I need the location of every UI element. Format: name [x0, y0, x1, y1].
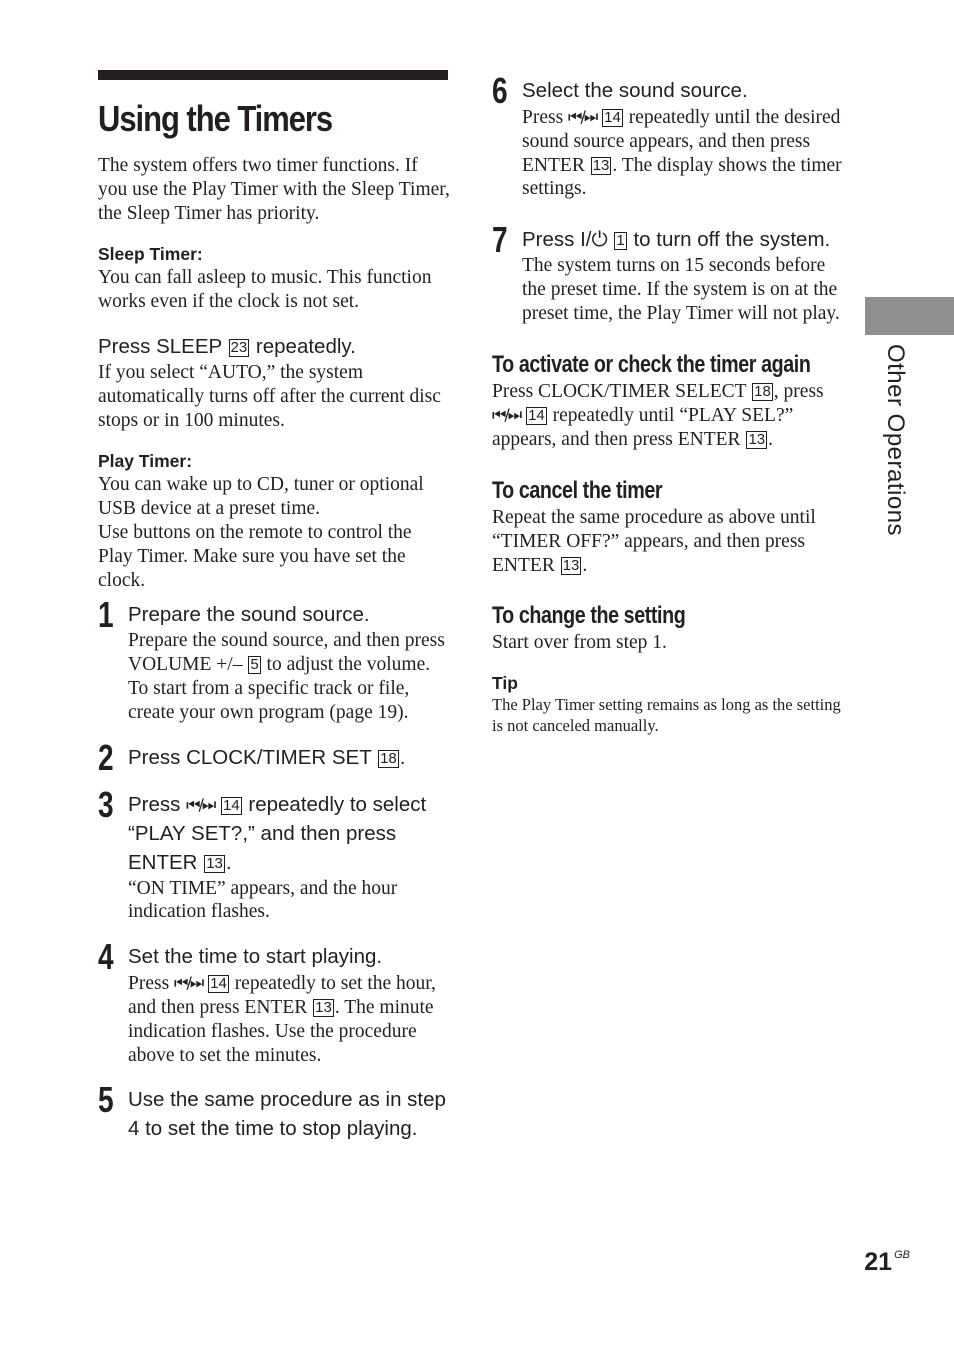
volume-key: 5 — [250, 656, 259, 674]
play-timer-heading: Play Timer: — [98, 451, 193, 472]
prev-next-icon: ⏮/⏭ — [186, 794, 215, 814]
section-label: Other Operations — [882, 343, 909, 537]
left-column — [98, 70, 450, 1143]
sleep-instr-post: repeatedly. — [255, 334, 356, 358]
step-4-instruction: Set the time to start playing. — [128, 945, 383, 969]
change-text: Start over from step 1. — [492, 632, 667, 654]
prev-next-key: 14 — [223, 796, 240, 814]
power-key: 1 — [616, 232, 625, 250]
right-column — [492, 70, 844, 736]
activate-heading: To activate or check the timer again — [492, 350, 811, 378]
step-5-instruction: Use the same procedure as in step 4 to set the time to stop playing. — [128, 1088, 446, 1141]
sleep-instr-pre: Press SLEEP — [98, 334, 222, 358]
page-suffix: GB — [894, 1249, 910, 1261]
step-4-post: The minute indication flashes. Use the procedure above to set the minutes. — [128, 996, 434, 1066]
step-7 — [492, 219, 844, 325]
step-2 — [98, 736, 450, 778]
power-icon: I/⏻ — [580, 228, 608, 252]
sleep-timer-text: You can fall asleep to music. This function works even if the clock is not set. — [98, 267, 432, 313]
cancel-pre: Repeat the same procedure as above until “TIMER OFF?” appears, and then press ENTER — [492, 506, 816, 576]
step-2-number: 2 — [98, 736, 114, 778]
page-number-value: 21 — [864, 1248, 893, 1276]
step-5-number: 5 — [98, 1079, 114, 1121]
page-title: Using the Timers — [98, 98, 333, 139]
step-3-instruction: Press ⏮/⏭ 14 repeatedly to select “PLAY SET?,” and then press ENTER 13 . — [128, 792, 427, 874]
step-6-instruction: Select the sound source. — [522, 79, 748, 102]
step-5 — [98, 1079, 450, 1143]
step-6 — [492, 70, 844, 201]
prev-next-key: 14 — [604, 109, 621, 126]
sleep-timer-heading: Sleep Timer: — [98, 244, 203, 265]
step-3-number: 3 — [98, 783, 114, 825]
sleep-instruction — [98, 332, 450, 361]
step-1-instruction: Prepare the sound source. — [128, 603, 370, 627]
step-6-mid: repeatedly until the desired sound source appears, and then press ENTER — [522, 107, 841, 176]
cancel-heading: To cancel the timer — [492, 476, 663, 504]
step-4-text: Press ⏮/⏭ 14 repeatedly to set the hour, and then press ENTER 13 . The minute indication flashes. Use the procedure above to set the minutes. — [128, 973, 436, 1066]
step-7-pre: Press — [522, 228, 575, 252]
title-rule — [98, 70, 448, 80]
prev-next-icon: ⏮/⏭ — [492, 405, 521, 425]
prev-next-key: 14 — [528, 407, 545, 425]
clock-timer-set-key: 18 — [380, 749, 397, 767]
step-1 — [98, 594, 450, 724]
step-7-number: 7 — [492, 219, 508, 261]
step-7-text: The system turns on 15 seconds before the preset time. If the system is on at the preset time, the Play Timer will not play. — [522, 255, 840, 324]
activate-pre: Press CLOCK/TIMER SELECT — [492, 380, 747, 402]
step-4-pre: Press — [128, 973, 170, 995]
step-2-instr-pre: Press CLOCK/TIMER SET — [128, 745, 372, 769]
sleep-key: 23 — [230, 338, 248, 356]
enter-key: 13 — [315, 998, 332, 1016]
play-timer-text-1: You can wake up to CD, tuner or optional USB device at a preset time. — [98, 474, 424, 520]
step-1-text-pre: Prepare the sound source, and then press VOLUME +/– — [128, 630, 445, 676]
enter-key: 13 — [748, 431, 766, 449]
enter-key: 13 — [592, 156, 610, 174]
prev-next-icon: ⏮/⏭ — [174, 973, 203, 993]
tip-heading: Tip — [492, 673, 518, 694]
step-1-text — [128, 629, 450, 677]
change-heading: To change the setting — [492, 602, 686, 630]
step-6-text: Press ⏮/⏭ 14 repeatedly until the desired sound source appears, and then press ENTER 13 . The display shows the timer settings. — [522, 107, 842, 200]
step-4 — [98, 936, 450, 1067]
prev-next-key: 14 — [210, 975, 227, 993]
step-1-text-2: To start from a specific track or file, create your own program (page 19). — [128, 677, 410, 723]
sleep-note: If you select “AUTO,” the system automatically turns off after the current disc stops or in 100 minutes. — [98, 361, 441, 431]
activate-mid: , press — [773, 380, 824, 402]
play-timer-text-2: Use buttons on the remote to control the Play Timer. Make sure you have set the clock. — [98, 521, 412, 591]
step-3-note: “ON TIME” appears, and the hour indication flashes. — [128, 877, 398, 923]
step-6-number: 6 — [492, 70, 508, 111]
step-1-text-post: to adjust the volume. — [266, 654, 431, 676]
step-3-post: repeatedly to select “PLAY SET?,” and then press ENTER — [128, 792, 427, 874]
enter-key: 13 — [562, 556, 580, 574]
step-7-post: to turn off the system. — [633, 228, 831, 252]
step-3 — [98, 783, 450, 925]
step-7-instruction — [522, 225, 844, 254]
step-6-pre: Press — [522, 107, 564, 128]
step-4-number: 4 — [98, 936, 114, 978]
clock-timer-select-key: 18 — [754, 382, 771, 400]
section-tab — [865, 297, 954, 335]
activate-text: Press CLOCK/TIMER SELECT 18 , press ⏮/⏭ 14 repeatedly until “PLAY SEL?” appears, and then press ENTER 13 . — [492, 380, 824, 451]
tip-text: The Play Timer setting remains as long as the setting is not canceled manually. — [492, 695, 841, 736]
step-6-post: The display shows the timer settings. — [522, 154, 842, 200]
step-2-instruction: Press CLOCK/TIMER SET 18 . — [128, 745, 406, 769]
enter-key: 13 — [206, 854, 223, 872]
cancel-text: Repeat the same procedure as above until “TIMER OFF?” appears, and then press ENTER 13 . — [492, 506, 816, 576]
page-number — [864, 1248, 910, 1277]
prev-next-icon: ⏮/⏭ — [568, 107, 597, 126]
activate-post: repeatedly until “PLAY SEL?” appears, and then press ENTER — [492, 405, 794, 451]
step-1-number: 1 — [98, 594, 114, 636]
intro-text: The system offers two timer functions. If you use the Play Timer with the Sleep Timer, the Sleep Timer has priority. — [98, 155, 450, 224]
step-4-mid: repeatedly to set the hour, and then press ENTER — [128, 973, 436, 1018]
step-3-pre: Press — [128, 792, 181, 816]
